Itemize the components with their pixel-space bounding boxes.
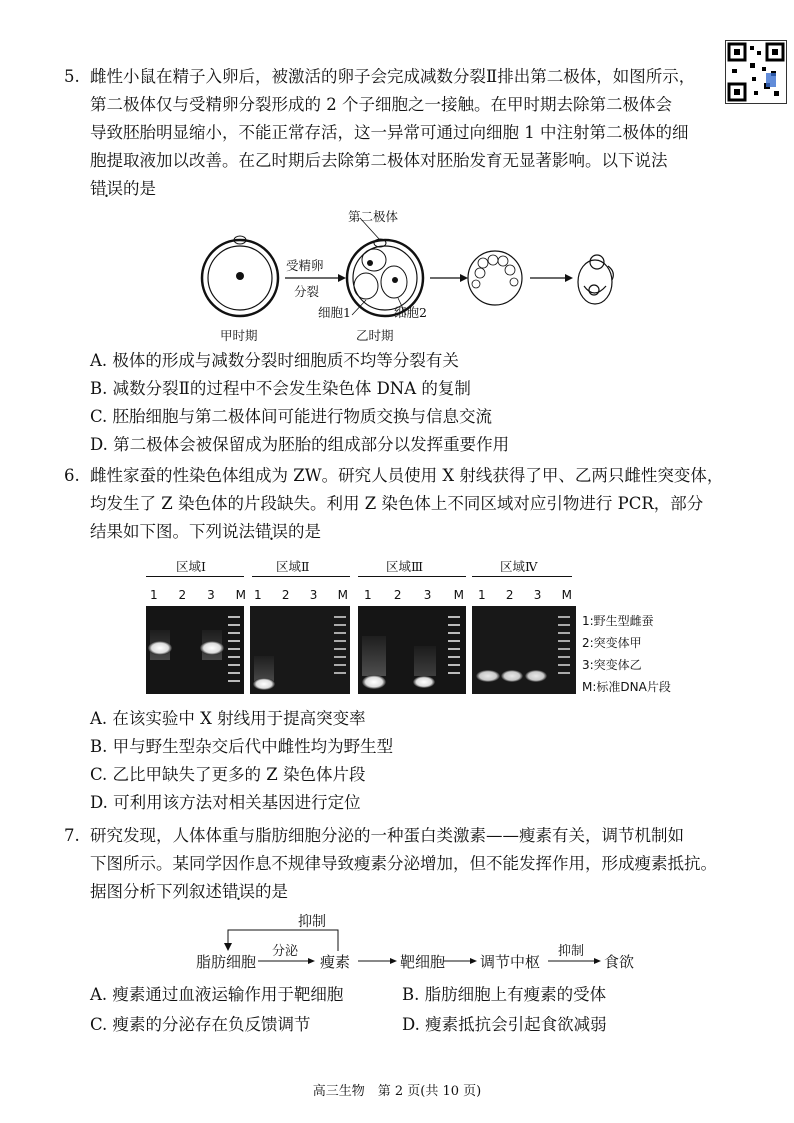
q5-line-5: 错误的是 (90, 179, 156, 198)
label-stage-a: 甲时期 (220, 328, 258, 343)
emphasis-word: 错误 (255, 522, 288, 541)
label-arrow-bottom: 分裂 (294, 284, 320, 299)
emphasis-word: 错误 (222, 882, 255, 901)
q5-option-d: D. 第二极体会被保留成为胚胎的组成部分以发挥重要作用 (90, 435, 510, 454)
q5-line-2: 第二极体仅与受精卵分裂形成的 2 个子细胞之一接触。在甲时期去除第二极体会 (90, 95, 672, 114)
q7-option-b: B. 脂肪细胞上有瘦素的受体 (402, 985, 607, 1004)
label-polar-body: 第二极体 (348, 209, 399, 224)
q7-option-d: D. 瘦素抵抗会引起食欲减弱 (402, 1015, 607, 1034)
qr-code (725, 40, 787, 104)
gel-legend: 1:野生型雌蚕 2:突变体甲 3:突变体乙 M:标准DNA片段 (582, 614, 671, 694)
pcr-gel-images (146, 606, 586, 696)
label-stage-b: 乙时期 (356, 328, 394, 343)
node-appetite: 食欲 (604, 953, 635, 971)
q7-number: 7. (64, 826, 80, 845)
region-2-label: 区域Ⅱ (276, 559, 310, 574)
label-cell2: 细胞2 (394, 305, 427, 320)
region-4-label: 区域Ⅳ (500, 559, 538, 574)
q6-option-a: A. 在该实验中 X 射线用于提高突变率 (90, 709, 366, 728)
region-1-label: 区域Ⅰ (176, 559, 206, 574)
q6-line-3: 结果如下图。下列说法错误的是 (90, 522, 321, 541)
node-regulation-center: 调节中枢 (480, 953, 541, 971)
page-footer: 高三生物 第 2 页(共 10 页) (312, 1084, 482, 1099)
q6-option-b: B. 甲与野生型杂交后代中雌性均为野生型 (90, 737, 394, 756)
lane-labels-2: 1 2 3 M (254, 588, 348, 602)
lane-labels-1: 1 2 3 M (150, 588, 246, 602)
label-arrow-top: 受精卵 (286, 258, 324, 273)
label-cell1: 细胞1 (318, 305, 351, 320)
q6-line-2: 均发生了 Z 染色体的片段缺失。利用 Z 染色体上不同区域对应引物进行 PCR，部分 (90, 494, 704, 513)
q7-option-a: A. 瘦素通过血液运输作用于靶细胞 (90, 985, 344, 1004)
q5-line-1: 雌性小鼠在精子入卵后，被激活的卵子会完成减数分裂Ⅱ排出第二极体，如图所示， (90, 67, 696, 86)
q6-option-c: C. 乙比甲缺失了更多的 Z 染色体片段 (90, 765, 366, 784)
q7-line-1: 研究发现，人体体重与脂肪细胞分泌的一种蛋白类激素——瘦素有关，调节机制如 (90, 826, 684, 845)
label-inhibit-right: 抑制 (558, 944, 585, 959)
q7-option-c: C. 瘦素的分泌存在负反馈调节 (90, 1015, 311, 1034)
node-fat-cell: 脂肪细胞 (196, 953, 257, 971)
region-3-label: 区域Ⅲ (386, 559, 424, 574)
q5-line-4: 胞提取液加以改善。在乙时期后去除第二极体对胚胎发育无显著影响。以下说法 (90, 151, 668, 170)
q5-option-a: A. 极体的形成与减数分裂时细胞质不均等分裂有关 (90, 351, 459, 370)
emphasis-word: 错误 (90, 179, 123, 198)
q7-line-2: 下图所示。某同学因作息不规律导致瘦素分泌增加，但不能发挥作用，形成瘦素抵抗。 (90, 854, 717, 873)
q7-line-3: 据图分析下列叙述错误的是 (90, 882, 288, 901)
q5-number: 5. (64, 67, 80, 86)
q5-option-c: C. 胚胎细胞与第二极体间可能进行物质交换与信息交流 (90, 407, 493, 426)
q6-line-1: 雌性家蚕的性染色体组成为 ZW。研究人员使用 X 射线获得了甲、乙两只雌性突变体， (90, 466, 724, 485)
q6-number: 6. (64, 466, 80, 485)
q6-option-d: D. 可利用该方法对相关基因进行定位 (90, 793, 361, 812)
label-inhibit-top: 抑制 (298, 914, 326, 930)
node-target-cell: 靶细胞 (400, 953, 446, 971)
lane-labels-4: 1 2 3 M (478, 588, 572, 602)
node-leptin: 瘦素 (320, 953, 351, 971)
lane-labels-3: 1 2 3 M (364, 588, 464, 602)
q5-option-b: B. 减数分裂Ⅱ的过程中不会发生染色体 DNA 的复制 (90, 379, 471, 398)
q5-line-3: 导致胚胎明显缩小，不能正常存活，这一异常可通过向细胞 1 中注射第二极体的细 (90, 123, 689, 142)
label-secrete: 分泌 (272, 944, 299, 959)
